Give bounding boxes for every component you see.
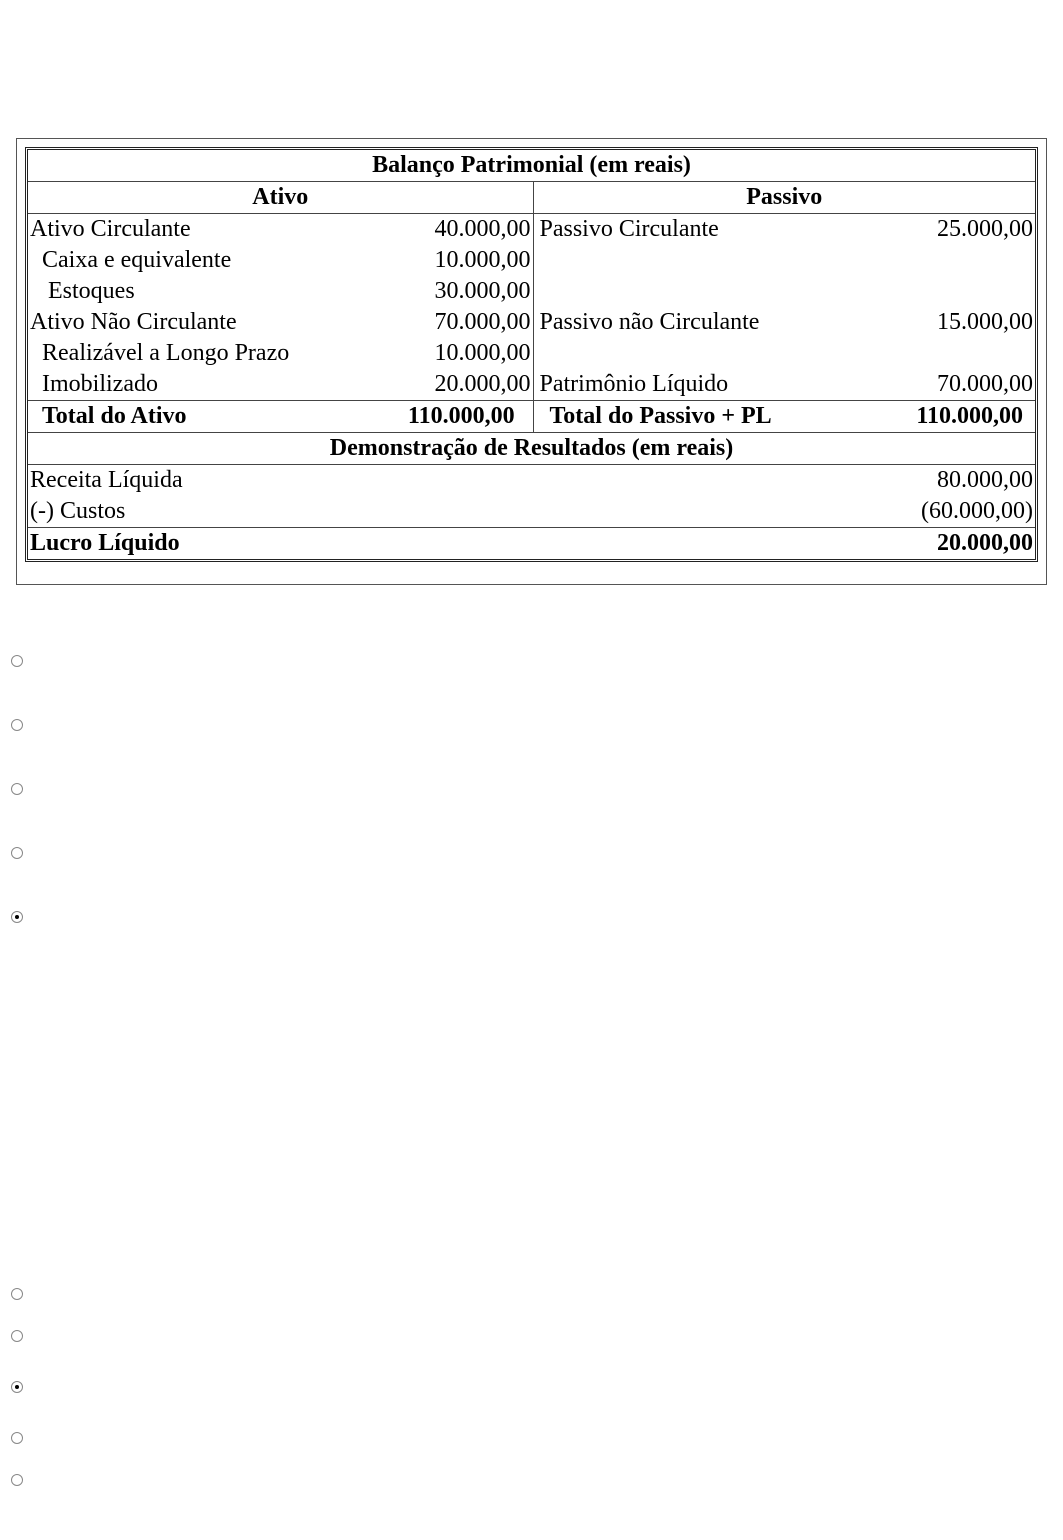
ativo-label: Realizável a Longo Prazo [42,340,290,366]
receita-label: Receita Líquida [28,465,895,497]
total-passivo-value: 110.000,00 [895,401,1035,433]
passivo-label [533,276,895,307]
financial-table-frame [16,138,1047,585]
ativo-label: Ativo Circulante [28,214,390,246]
receita-value: 80.000,00 [895,465,1035,497]
lucro-row [28,528,1035,560]
radio-option[interactable] [11,1330,23,1342]
balance-sheet-title: Balanço Patrimonial (em reais) [372,152,691,178]
ativo-value: 30.000,00 [434,278,531,304]
ativo-value: 70.000,00 [434,309,531,335]
table-row [28,465,1035,497]
radio-option[interactable] [11,783,23,795]
radio-option[interactable] [11,911,23,923]
passivo-value: 15.000,00 [937,309,1034,335]
ativo-header: Ativo [28,182,533,214]
lucro-value: 20.000,00 [895,528,1035,560]
table-row [28,338,1035,369]
financial-table-border [25,147,1038,562]
ativo-label: Ativo Não Circulante [30,309,237,335]
totals-row [28,401,1035,433]
ativo-value: 20.000,00 [434,371,531,397]
radio-option[interactable] [11,655,23,667]
table-row [28,214,1035,246]
passivo-label [533,245,895,276]
ativo-label: Estoques [48,278,135,304]
passivo-header: Passivo [533,182,1035,214]
lucro-label: Lucro Líquido [28,528,895,560]
total-ativo-value: 110.000,00 [390,401,533,433]
passivo-value: 70.000,00 [937,371,1034,397]
radio-option[interactable] [11,1288,23,1300]
table-row [28,369,1035,401]
radio-option[interactable] [11,1432,23,1444]
table-row [28,307,1035,338]
balance-sheet-table [28,150,1035,559]
passivo-value [895,276,1035,307]
total-ativo-label: Total do Ativo [28,401,390,433]
table-row [28,496,1035,528]
passivo-label [533,338,895,369]
passivo-value [895,245,1035,276]
ativo-label: Imobilizado [42,371,158,397]
radio-option[interactable] [11,719,23,731]
ativo-value: 10.000,00 [434,247,531,273]
radio-option[interactable] [11,1474,23,1486]
passivo-label: Passivo não Circulante [533,307,895,338]
passivo-value [895,338,1035,369]
income-statement-title: Demonstração de Resultados (em reais) [28,433,1035,465]
ativo-value: 40.000,00 [390,214,533,246]
total-passivo-label: Total do Passivo + PL [533,401,895,433]
ativo-label: Caixa e equivalente [42,247,232,273]
passivo-value: 25.000,00 [895,214,1035,246]
passivo-label: Passivo Circulante [533,214,895,246]
table-row [28,276,1035,307]
radio-option[interactable] [11,847,23,859]
ativo-value: 10.000,00 [434,340,531,366]
radio-option[interactable] [11,1381,23,1393]
table-row [28,245,1035,276]
passivo-label: Patrimônio Líquido [533,369,895,401]
custos-value: (60.000,00) [921,498,1034,524]
custos-label: (-) Custos [30,498,126,524]
